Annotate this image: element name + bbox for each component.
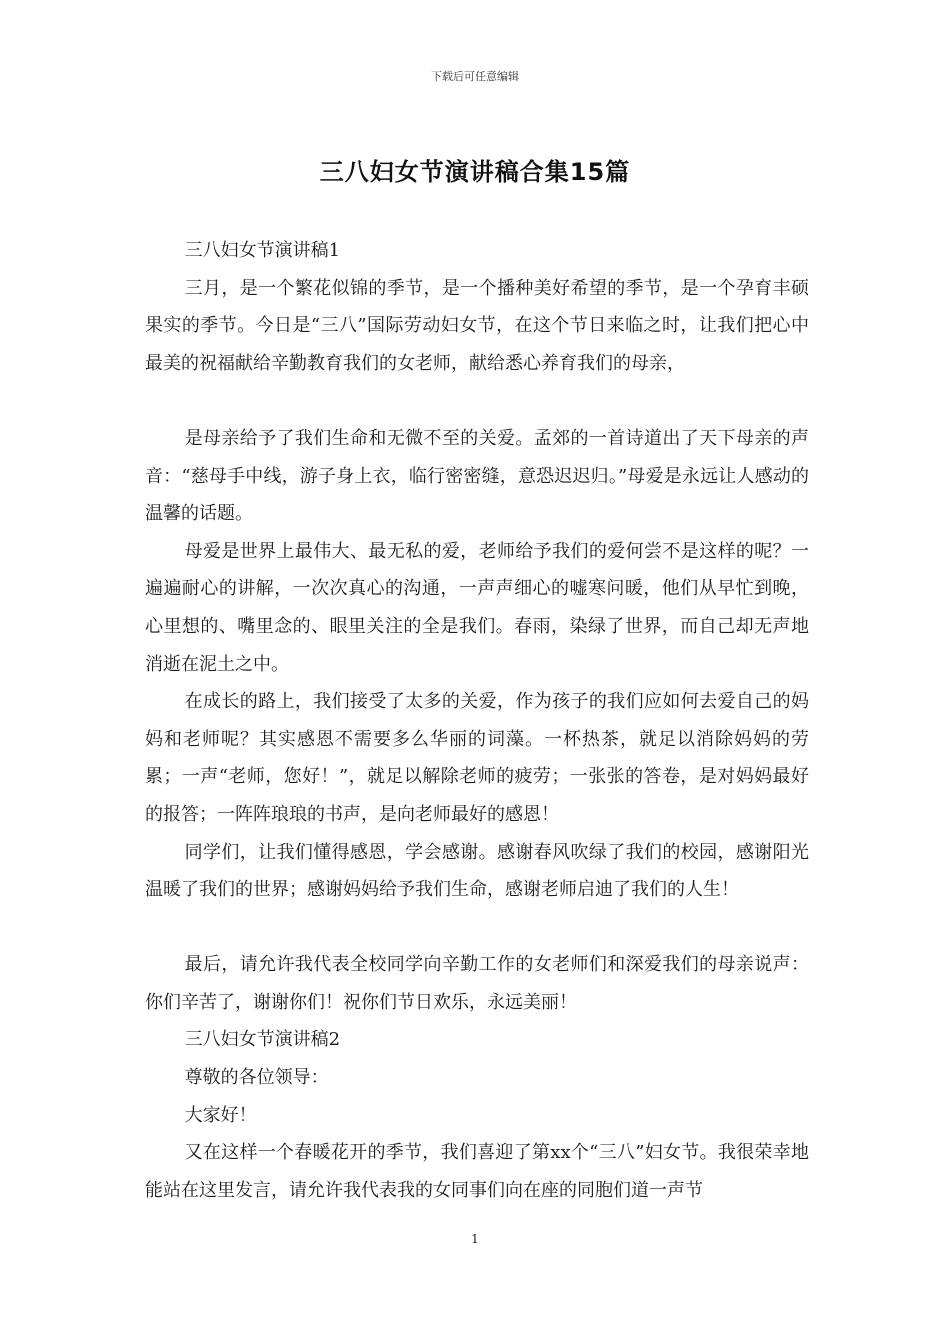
paragraph: 同学们，让我们懂得感恩，学会感谢。感谢春风吹绿了我们的校园，感谢阳光温暖了我们的世界；感谢妈妈给予我们生命，感谢老师启迪了我们的人生！ (145, 841, 809, 901)
paragraph: 母爱是世界上最伟大、最无私的爱，老师给予我们的爱何尝不是这样的呢？一遍遍耐心的讲解，一次次真心的沟通，一声声细心的嘘寒问暖，他们从早忙到晚，心里想的、嘴里念的、眼里关注的全是我们。春雨，染绿了世界，而自己却无声地消逝在泥土之中。 (145, 540, 809, 675)
paragraph: 最后，请允许我代表全校同学向辛勤工作的女老师们和深爱我们的母亲说声：你们辛苦了，谢谢你们！祝你们节日欢乐，永远美丽！ (145, 954, 809, 1013)
paragraph: 又在这样一个春暖花开的季节，我们喜迎了第xx个“三八”妇女节。我很荣幸地能站在这里发言，请允许我代表我的女同事们向在座的同胞们道一声节 (145, 1142, 809, 1201)
document-body (145, 232, 809, 1209)
section-heading-2: 三八妇女节演讲稿2 (184, 1029, 341, 1051)
paragraph: 三月，是一个繁花似锦的季节，是一个播种美好希望的季节，是一个孕育丰硕果实的季节。今日是“三八”国际劳动妇女节，在这个节日来临之时，让我们把心中最美的祝福献给辛勤教育我们的女老师，献给悉心养育我们的母亲， (145, 277, 809, 374)
paragraph: 在成长的路上，我们接受了太多的关爱，作为孩子的我们应如何去爱自己的妈妈和老师呢？其实感恩不需要多么华丽的词藻。一杯热茶，就足以消除妈妈的劳累；一声“老师，您好！”，就足以解除老师的疲劳；一张张的答卷，是对妈妈最好的报答；一阵阵琅琅的书声，是向老师最好的感恩！ (145, 691, 809, 825)
page-header-note: 下载后可任意编辑 (431, 70, 519, 83)
page-number: 1 (471, 1232, 479, 1246)
section-heading-1: 三八妇女节演讲稿1 (184, 240, 341, 261)
greeting: 大家好！ (184, 1104, 257, 1126)
paragraph: 是母亲给予了我们生命和无微不至的关爱。孟郊的一首诗道出了天下母亲的声音：“慈母手中线，游子身上衣，临行密密缝，意恐迟迟归。”母爱是永远让人感动的温馨的话题。 (145, 427, 809, 525)
document-title: 三八妇女节演讲稿合集15篇 (319, 158, 631, 186)
salutation: 尊敬的各位领导： (184, 1067, 329, 1089)
